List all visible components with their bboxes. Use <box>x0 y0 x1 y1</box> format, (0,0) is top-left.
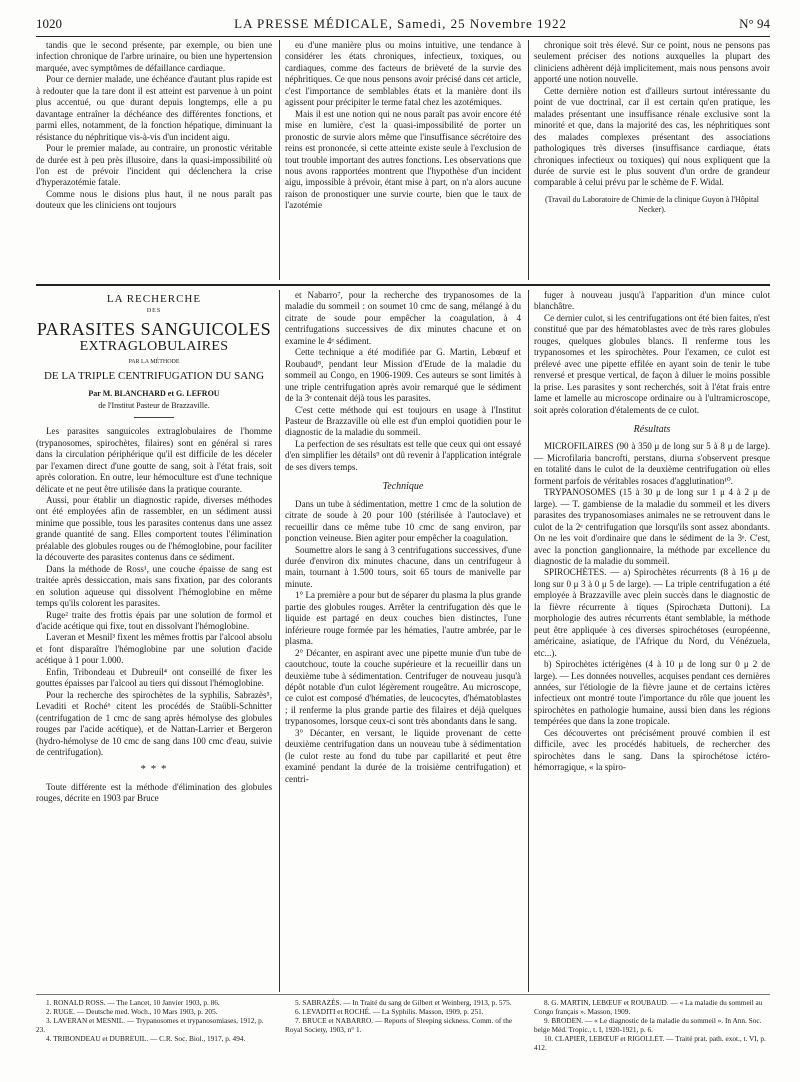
title-divider <box>134 417 174 418</box>
paragraph: Enfin, Tribondeau et Dubreuil⁴ ont conseillé de fixer les gouttes épaisses par l'alcool au tiers qui dissout l'hémoglobine. <box>36 666 272 689</box>
paragraph: Comme nous le disions plus haut, il ne nous paraît pas douteux que les cliniciens ont toujours <box>36 188 272 211</box>
header-rule <box>36 36 770 37</box>
section-rule <box>36 284 770 286</box>
paragraph: Cette technique a été modifiée par G. Martin, Lebœuf et Roubaud⁸, pendant leur Mission d'Etude de la maladie du sommeil au Congo, en 1906-1909. Ces auteurs se sont limités à une triple centrifugation après avoir remarqué que le sédiment de la 3ᵉ contenait déjà tous les parasites. <box>285 347 521 404</box>
lab-signature: (Travail du Laboratoire de Chimie de la clinique Guyon à l'Hôpital Necker). <box>545 194 759 214</box>
article-subtitle: EXTRAGLOBULAIRES <box>79 338 229 354</box>
paragraph: SPIROCHÈTES. — a) Spirochètes récurrents (8 à 16 μ de long sur 0 μ 3 à 0 μ 5 de large). — La triple centrifugation a été employée à Brazzaville avec plein succès dans le diagnostic de la fièvre récurrente à tiques (Spirochæta Duttoni). La morphologie des autres récurrents étant semblable, la méthode peut être appliquée à ces diverses spirochétoses (européenne, américaine, asiatique, de l'Afrique du Nord, du Vénézuela, etc...). <box>534 567 770 658</box>
page-header <box>36 14 770 34</box>
footnote: 2. RUGE. — Deutsche med. Woch., 10 Mars 1903, p. 205. <box>46 1007 218 1016</box>
paragraph: Soumettre alors le sang à 3 centrifugations successives, d'une durée d'environ dix minutes chacune, dans un centrifugeur à main, tournant à 1.500 tours, soit 65 tours de manivelle par minute. <box>285 544 521 589</box>
footnote: 6. LEVADITI et ROCHÉ. — La Syphilis. Masson, 1909, p. 251. <box>295 1007 484 1016</box>
paragraph: Laveran et Mesnil³ fixent les mêmes frottis par l'alcool absolu et font disparaître l'hémoglobine par une solution d'acide acétique à 1 pour 1.000. <box>36 632 272 666</box>
journal-title: LA PRESSE MÉDICALE, Samedi, 25 Novembre 1922 <box>234 16 568 31</box>
paragraph: b) Spirochètes ictérigènes (4 à 10 μ de long sur 0 μ 2 de large). — Les données nouvelles, acquises pendant ces dernières années, sur l'étiologie de la fièvre jaune et de certains ictères infectieux ont montré toute l'importance du rôle que jouent les spirochètes en pathologie humaine, aussi bien dans les régions tempérées que dans la zone tropicale. <box>534 659 770 727</box>
paragraph: TRYPANOSOMES (15 à 30 μ de long sur 1 μ 4 à 2 μ de large). — T. gambiense de la maladie du sommeil et les divers parasites des trypanosomiases animales ne se retrouvent dans le culot de la 2ᵉ centrifugation que lorsqu'ils sont assez abondants. On ne les voit d'ordinaire que dans le sédiment de la 3ᵉ. C'est, avec la ponction ganglionnaire, la méthode par excellence du diagnostic de la maladie du sommeil. <box>534 487 770 566</box>
column-rule <box>528 40 529 280</box>
technique-heading: Technique <box>382 481 424 493</box>
footnote: 4. TRIBONDEAU et DUBREUIL. — C.R. Soc. Biol., 1917, p. 494. <box>46 1034 246 1043</box>
results-heading: Résultats <box>633 423 671 435</box>
column-rule <box>528 290 529 992</box>
footnote: 7. BRUCE et NABARRO. — Reports of Sleeping sickness. Comm. of the Royal Society, 1903, n° 1. <box>285 1016 513 1034</box>
paragraph: Pour le premier malade, au contraire, un pronostic véritable de durée est à peu près illusoire, dans la quasi-impossibilité où l'on est de prévoir l'incident qui déclenchera la crise d'hyperazotémie fatale. <box>36 143 272 188</box>
paragraph: eu d'une manière plus ou moins intuitive, une tendance à considérer les états chroniques, infectieux, toxiques, ou cardiaques, comme des facteurs de brièveté de la survie des néphritiques. Ce que nous pensons avoir précisé dans cet article, c'est l'importance de semblables états et la manière dont ils agissent pour précipiter le terme fatal chez les azotémiques. <box>285 40 521 108</box>
page-number: 1020 <box>36 16 62 31</box>
affiliation: de l'Institut Pasteur de Brazzaville. <box>98 400 210 410</box>
section-separator: * * * <box>140 763 168 776</box>
paragraph: Aussi, pour établir un diagnostic rapide, diverses méthodes ont été employées afin de rassembler, en un sédiment aussi minime que possible, tous les parasites contenus dans une assez grande quantité de sang. Elles comportent toutes l'élimination préalable des globules rouges ou de l'hémoglobine, pour faciliter la découverte des parasites contenus dans ce sédiment. <box>36 494 272 563</box>
article-title-block <box>36 294 272 418</box>
title-line: LA RECHERCHE <box>106 293 202 305</box>
paragraph: Cette dernière notion est d'ailleurs surtout intéressante du point de vue doctrinal, car il est certain qu'en pratique, les malades présentant une insuffisance rénale exclusive sont la minorité et que, dans la majorité des cas, les néphritiques sont des malades complexes présentant des associations pathologiques très diverses (insuffisance cardiaque, états chroniques infectieux ou toxiques) qui nous expliquent que la durée de survie est le plus souvent d'un ordre de grandeur comparable à celui prévu par le schème de F. Widal. <box>534 85 770 188</box>
footnotes-column-1 <box>36 998 272 1074</box>
column-rule <box>279 290 280 992</box>
column-rule <box>279 40 280 280</box>
paragraph: MICROFILAIRES (90 à 350 μ de long sur 5 à 8 μ de large). — Microfilaria bancrofti, perstans, diurna s'observent presque en totalité dans le culot de la deuxième centrifugation où elles forment parfois de véritables rosaces d'agglutination¹⁰. <box>534 441 770 486</box>
title-line: PAR LA MÉTHODE <box>128 358 180 365</box>
footnote: 9. BRODEN. — « Le diagnostic de la maladie du sommeil ». In Ann. Soc. belge Méd. Tropic., t. I, 1920-1921, p. 6. <box>534 1016 762 1034</box>
paragraph: fuger à nouveau jusqu'à l'apparition d'un mince culot blanchâtre. <box>534 290 770 312</box>
paragraph: Pour la recherche des spirochètes de la syphilis, Sabrazès⁵, Levaditi et Roché⁶ citent les procédés de Staübli-Schnitter (centrifugation de 1 cmc de sang après hémolyse des globules rouges par l'acide acétique), et de Nattan-Larrier et Bergeron (hydro-hémolyse de 10 cmc de sang dans 100 cmc d'eau, suivie de centrifugation). <box>36 689 272 757</box>
top-column-2 <box>285 40 521 278</box>
authors: Par M. BLANCHARD et G. LEFROU <box>88 389 220 399</box>
footnotes-column-3 <box>534 998 770 1074</box>
paragraph: La perfection de ses résultats est telle que ceux qui ont essayé d'en simplifier les détails⁹ ont dû revenir à l'application intégrale de ses divers temps. <box>285 438 521 472</box>
paragraph: 1° La première a pour but de séparer du plasma la plus grande partie des globules rouges. Arrêter la centrifugation dès que le liquide est partagé en deux couches bien distinctes, l'une inférieure rouge formée par les hématies, l'autre ambrée, par le plasma. <box>285 590 521 647</box>
paragraph: 3° Décanter, en versant, le liquide provenant de cette deuxième centrifugation dans un nouveau tube à sédimentation (le culot reste au fond du tube par capillarité et peut être examiné pendant la durée de la troisième centrifugation) et centri- <box>285 727 521 784</box>
article-column-3 <box>534 290 770 990</box>
paragraph: C'est cette méthode qui est toujours en usage à l'Institut Pasteur de Brazzaville où elle est d'un emploi quotidien pour le diagnostic de la maladie du sommeil. <box>285 404 521 438</box>
footnote: 10. CLAPIER, LEBŒUF et RIGOLLET. — Traité prat. path. exot., t. VI, p. 412. <box>534 1034 766 1052</box>
paragraph: Dans un tube à sédimentation, mettre 1 cmc de la solution de citrate de soude à 20 pour 100 (stérilisée à l'autoclave) et recueillir dans ce même tube 10 cmc de sang environ, par ponction veineuse. Bien agiter pour empêcher la coagulation. <box>285 498 521 544</box>
method-title: DE LA TRIPLE CENTRIFUGATION DU SANG <box>43 370 265 383</box>
footnote: 1. RONALD ROSS. — The Lancet, 10 Janvier 1903, p. 86. <box>46 998 220 1007</box>
article-column-2 <box>285 290 521 990</box>
footnote-rule <box>36 994 770 995</box>
footnote: 5. SABRAZÈS. — In Traité du sang de Gilbert et Weinberg, 1913, p. 575. <box>295 998 512 1007</box>
paragraph: Ces découvertes ont précisément prouvé combien il est difficile, avec les procédés habituels, de rechercher des spirochètes dans le sang. Dans la spirochétose ictéro-hémorragique, « la spiro- <box>534 727 770 773</box>
top-column-1 <box>36 40 272 278</box>
title-line: DES <box>146 308 162 315</box>
paragraph: 2° Décanter, en aspirant avec une pipette munie d'un tube de caoutchouc, toute la couche supérieure et la recueillir dans un deuxième tube à sédimentation. Centrifuger de nouveau jusqu'à dépôt notable d'un culot légèrement rougeâtre. Au microscope, ce culot est composé d'hématies, de leucocytes, d'hématoblastes ; il renferme la plus grande partie des filaires et déjà quelques trypanosomes, lorsque ceux-ci sont très abondants dans le sang. <box>285 647 521 727</box>
paragraph: Pour ce dernier malade, une échéance d'autant plus rapide est à redouter que la tare dont il est atteint est parvenue à un point plus accentué, ou que durant depuis longtemps, elle a pu davantage entraîner la déchéance des différentes fonctions, et parmi elles, notamment, de la fonction hépatique, diminuant la résistance du néphritique vis-à-vis d'un incident aigu. <box>36 74 272 142</box>
paragraph: Les parasites sanguicoles extraglobulaires de l'homme (trypanosomes, spirochètes, filaires) sont en général si rares dans la circulation périphérique qu'il est difficile de les déceler par l'examen direct d'une goutte de sang, soit à l'état frais, soit après coloration. En outre, leur hémoculture est d'une technique délicate et ne peut être utilisée dans la pratique courante. <box>36 426 272 494</box>
paragraph: chronique soit très élevé. Sur ce point, nous ne pensons pas seulement préciser des notions auxquelles la plupart des cliniciens adhèrent déjà implicitement, mais nous pensons avoir apporté une notion nouvelle. <box>534 40 770 85</box>
paragraph: Ruge² traite des frottis épais par une solution de formol et d'acide acétique qui fixe, tout en dissolvant l'hémoglobine. <box>36 609 272 631</box>
article-column-1 <box>36 290 272 990</box>
footnote: 3. LAVERAN et MESNIL. — Trypanosomes et trypanosomiases, 1912, p. 23. <box>36 1016 264 1034</box>
paragraph: Mais il est une notion qui ne nous paraît pas avoir encore été mise en lumière, c'est la quasi-impossibilité de porter un pronostic de survie alors même que l'insuffisance sécrétoire des reins est prononcée, si cette atteinte existe seule à l'exclusion de tout trouble important des autres fonctions. Les observations que nous avons rapportées montrent que l'hypothèse d'un incident aigu, impossible à prévoir, étant mise à part, on n'a alors aucune raison de pronostiquer une survie courte, bien que le taux de l'azotémie <box>285 108 521 211</box>
top-column-3 <box>534 40 770 278</box>
paragraph: Dans la méthode de Ross¹, une couche épaisse de sang est traitée après dessiccation, mais sans fixation, par des colorants en solution aqueuse qui dissolvent l'hémoglobine en même temps qu'ils colorent les parasites. <box>36 563 272 609</box>
paragraph: Ce dernier culot, si les centrifugations ont été bien faites, n'est constitué que par des hématoblastes avec de très rares globules rouges, quelques globules blancs. Il renferme tous les trypanosomes et les spirochètes. Pour l'examen, ce culot est prélevé avec une pipette effilée en ayant soin de tenir le tube renversé et presque vertical, de façon à diluer le moins possible la prise. Les parasites y sont recherchés, soit à l'état frais entre lame et lamelle au microscope ordinaire ou à l'ultramicroscope, soit après coloration d'étalements de ce culot. <box>534 312 770 415</box>
issue-number: N° 94 <box>739 16 770 31</box>
article-title: PARASITES SANGUICOLES <box>36 318 272 339</box>
paragraph: Toute différente est la méthode d'élimination des globules rouges, décrite en 1903 par Bruce <box>36 781 272 804</box>
footnotes-column-2 <box>285 998 521 1074</box>
paragraph: et Nabarro⁷, pour la recherche des trypanosomes de la maladie du sommeil : on soumet 10 cmc de sang, mélangé à du citrate de soude pour empêcher la coagulation, à 4 centrifugations successives de dix minutes chacune et on examine le 4ᵉ sédiment. <box>285 290 521 346</box>
footnote: 8. G. MARTIN, LEBŒUF et ROUBAUD. — « La maladie du sommeil au Congo français ». Masson, 1909. <box>534 998 763 1016</box>
paragraph: tandis que le second présente, par exemple, ou bien une infection chronique de l'arbre urinaire, ou bien une hypertension marquée, avec symptômes de défaillance cardiaque. <box>36 40 272 73</box>
